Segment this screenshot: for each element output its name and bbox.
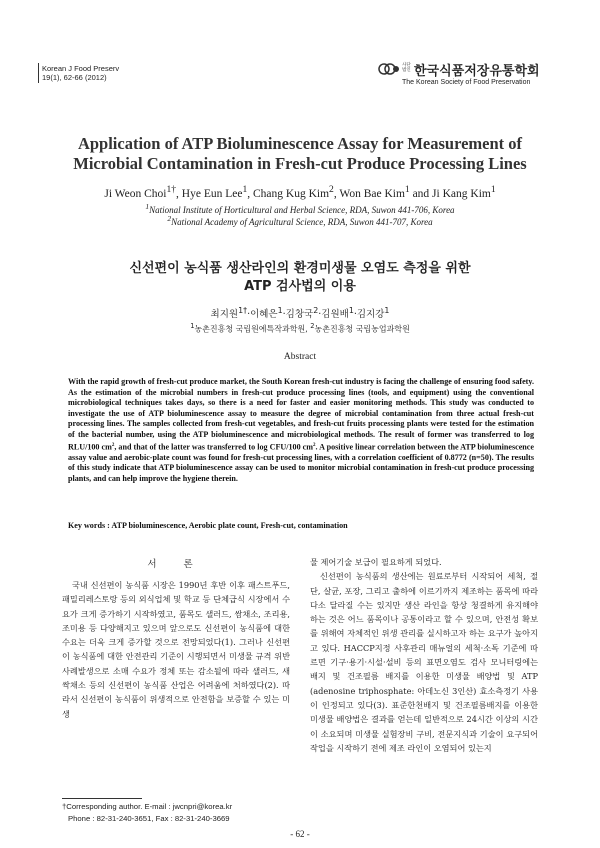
left-paragraph: 국내 신선편이 농식품 시장은 1990년 후반 이후 패스트푸드, 패밀리레스토랑 등의 외식업체 및 학교 등 단체급식 시장에서 수요가 크게 증가하기 시작하였고, 품목도 샐러드, 쌈채소, 조리용, 조미용 등 다양해지고 있으며 앞으로도 신선편이 농식품에 대한 수요는 더욱 크게 증가할 것으로 전망되었다(1). 그러나 신선편이 농식품에 대한 안전관리 기준이 시행되면서 미생물 규격 위반 사례발생으로 소매 수요가 정체 또는 감소될에 따라 샐러드, 새싹채소 등의 신선편이 농식품 산업은 어려움에 처하였다(2). 따라서 신선편이 농식품이 위생적으로 안전함을 보증할 수 있는 미생	[62, 580, 290, 719]
introduction-heading: 서 론	[147, 559, 205, 570]
affiliations-korean: $^1$농촌진흥청 국립원예특작과학원, $^2$농촌진흥청 국립농업과학원	[190, 322, 410, 334]
left-column-text	[62, 578, 290, 721]
society-name-korean: 한국식품저장유통학회	[414, 63, 540, 78]
right-paragraph-2: 신선편이 농식품의 생산에는 원료로부터 시작되어 세척, 절단, 살균, 포장, 그리고 출하에 이르기까지 제조하는 품목에 따라 다소 달라질 수는 있지만 생산 라인을 항상 청결하게 유지해야 하는 것은 어느 품목이나 공통이라고 할 수 있으며, 안전성 확보를 위해여 자체적인 위생 관리를 실시하고자 하는 요구가 높아지고 있다. HACCP지정 사후관리 매뉴얼의 세척·소독 기준에 따르면 기구·용기·시설·설비 등의 표면오염도 검사 모니터링에는 배지 및 건조필름 배지를 이용한 미생물 배양법 및 ATP (adenosine triphosphate: 아데노신 3인산) 효소측정기 사용이 인정되고 있다(3). 표준한천배지 및 건조필름배지를 이용한 미생물 배양법은 결과를 얻는데 일반적으로 24시간 이상의 시간이 소요되며 미생물 실험장비 구비, 전문지식과 기술이 요구되어 작업을 시작하기 전에 제조 라인이 오염되어 있는지	[310, 571, 538, 753]
footnote-email: †Corresponding author. E-mail : jwcnpri@korea.kr	[62, 802, 233, 811]
page-number: - 62 -	[290, 829, 310, 839]
title-en-line1: Application of ATP Bioluminescence Assay for Measurement of	[77, 134, 523, 153]
journal-info-bar	[38, 63, 39, 83]
authors-english: Ji Weon Choi$^{1\dagger}$, Hye Eun Lee$^1$, Chang Kug Kim$^2$, Won Bae Kim$^1$ and Ji Kang Kim$^1$	[104, 184, 496, 200]
journal-volume: 19(1), 62-66 (2012)	[42, 73, 107, 82]
affiliation-english-2: $^2$National Academy of Agricultural Science, RDA, Suwon 441-707, Korea	[167, 214, 433, 227]
right-paragraph-1: 물 제어기술 보급이 필요하게 되었다.	[310, 557, 442, 567]
society-type-label: 사단 법인	[402, 62, 411, 72]
authors-korean: 최지원$^{1\dagger}$·이혜은$^1$·김창국$^2$·김원배$^1$·김지강$^1$	[210, 306, 390, 321]
affiliation-english-1: $^1$National Institute of Horticultural and Herbal Science, RDA, Suwon 441-706, Korea	[145, 202, 455, 215]
journal-citation	[42, 64, 119, 82]
journal-name: Korean J Food Preserv	[42, 64, 120, 73]
paper-title-english	[40, 134, 560, 174]
society-name-english: The Korean Society of Food Preservation	[402, 79, 531, 86]
keywords: Key words : ATP bioluminescence, Aerobic plate count, Fresh-cut, contamination	[68, 521, 348, 530]
title-ko-line1: 신선편이 농식품 생산라인의 환경미생물 오염도 측정을 위한	[129, 261, 471, 276]
right-column-text	[310, 555, 538, 755]
abstract-body: With the rapid growth of fresh-cut produce market, the South Korean fresh-cut industry is facing the challenge of ensuring food safety. As the estimation of the microbial numbers in fresh-cut produce processing lines (tools, and equipment) using the conventional microbiological techniques takes days, so there is a need for faster and easier monitoring methods. This study was conducted to investigate the use of ATP bioluminescence assay to measure the degree of microbial contamination from three actual fresh-cut processing lines. The samples collected from fresh-cut vegetables, and fresh-cut fruits processing plants were tested for the estimation of the bacterial number, using the ATP bioluminescence and microbiological methods. The result of former was transferred to log RLU/100 $cm^2$, and that of the latter was transferred to log CFU/100 $cm^2$. A positive linear correlation between the ATP bioluminescence assay value and aerobic-plate count was found for fresh-cut processing lines, with a correlation coefficient of 0.8772 (n=50). The results of this study indicate that ATP bioluminescence assay can be used to monitor microbial contamination in fresh-cut produce processing plants, and can help improve the hygiene therein.	[68, 377, 534, 484]
corresponding-author-footnote	[62, 801, 290, 825]
title-ko-line2: ATP 검사법의 이용	[244, 279, 356, 294]
society-logo-icon	[378, 60, 400, 78]
footnote-phone: Phone : 82-31-240-3651, Fax : 82-31-240-3669	[68, 814, 230, 823]
abstract-heading: Abstract	[283, 352, 317, 362]
title-en-line2: Microbial Contamination in Fresh-cut Produce Processing Lines	[73, 154, 527, 173]
paper-title-korean	[40, 260, 560, 296]
footnote-divider	[62, 798, 142, 799]
